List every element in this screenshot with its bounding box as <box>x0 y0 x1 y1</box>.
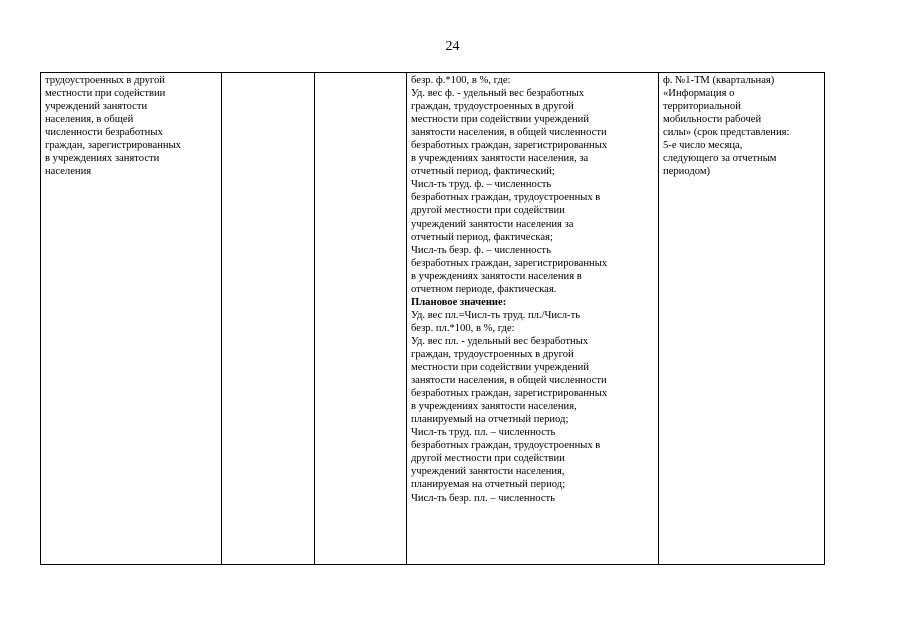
data-source-cell <box>659 73 825 565</box>
text-line: в учреждениях занятости <box>45 153 160 165</box>
text-line: безработных граждан, трудоустроенных в <box>411 440 601 452</box>
text-line: Числ-ть труд. пл. – численность <box>411 427 556 439</box>
text-line: учреждений занятости <box>45 101 148 113</box>
text-line: местности при содействии <box>45 88 166 100</box>
data-source-text <box>663 74 820 178</box>
text-line: в учреждениях занятости населения в <box>411 270 582 282</box>
text-line: безр. ф.*100, в %, где: <box>411 75 511 86</box>
text-line: безработных граждан, зарегистрированных <box>411 257 608 269</box>
text-line: численности безработных <box>45 127 163 139</box>
indicator-name-cell <box>41 73 222 565</box>
text-line: граждан, трудоустроенных в другой <box>411 101 574 113</box>
indicator-table <box>40 72 825 565</box>
text-line: занятости населения, в общей численности <box>411 375 607 387</box>
text-line: безр. пл.*100, в %, где: <box>411 322 515 334</box>
text-line: Числ-ть безр. пл. – численность <box>411 492 555 504</box>
text-line: планируемый на отчетный период; <box>411 414 569 426</box>
text-line: отчетный период, фактический; <box>411 166 555 178</box>
text-line: отчетный период, фактическая; <box>411 231 553 243</box>
indicator-name-text <box>45 74 217 178</box>
text-line: граждан, зарегистрированных <box>45 140 181 152</box>
text-line: в учреждениях занятости населения, <box>411 401 577 413</box>
text-line: безработных граждан, зарегистрированных <box>411 140 608 152</box>
text-line: местности при содействии учреждений <box>411 114 589 126</box>
text-line: населения, в общей <box>45 114 134 126</box>
text-line: местности при содействии учреждений <box>411 362 589 374</box>
text-line: «Информация о <box>663 88 735 100</box>
text-line: периодом) <box>663 166 711 178</box>
text-line: безработных граждан, зарегистрированных <box>411 388 608 400</box>
text-line: Числ-ть безр. ф. – численность <box>411 244 551 256</box>
text-line: Числ-ть труд. ф. – численность <box>411 179 552 191</box>
text-line: Уд. вес пл. - удельный вес безработных <box>411 335 589 347</box>
text-line: Плановое значение: <box>411 296 507 308</box>
text-line: безработных граждан, трудоустроенных в <box>411 192 601 204</box>
text-line: Уд. вес ф. - удельный вес безработных <box>411 88 585 100</box>
text-line: Уд. вес пл.=Числ-ть труд. пл./Числ-ть <box>411 309 581 321</box>
calculation-method-cell <box>407 73 659 565</box>
empty-cell-1 <box>222 73 315 565</box>
empty-cell-2 <box>315 73 407 565</box>
text-line: в учреждениях занятости населения, за <box>411 153 589 165</box>
text-line: силы» (срок представления: <box>663 127 790 139</box>
text-line: другой местности при содействии <box>411 205 565 217</box>
text-line: учреждений занятости населения, <box>411 466 565 478</box>
text-line: мобильности рабочей <box>663 114 762 126</box>
text-line: учреждений занятости населения за <box>411 218 574 230</box>
text-line: занятости населения, в общей численности <box>411 127 607 139</box>
text-line: отчетном периоде, фактическая. <box>411 283 557 295</box>
page-number: 24 <box>445 39 460 54</box>
text-line: территориальной <box>663 101 741 113</box>
calculation-method-text <box>411 74 654 505</box>
text-line: граждан, трудоустроенных в другой <box>411 348 574 360</box>
text-line: трудоустроенных в другой <box>45 75 165 86</box>
text-line: следующего за отчетным <box>663 153 777 165</box>
text-line: населения <box>45 166 92 178</box>
text-line: 5-е число месяца, <box>663 140 743 152</box>
text-line: другой местности при содействии <box>411 453 565 465</box>
text-line: ф. №1-ТМ (квартальная) <box>663 75 775 86</box>
table-row <box>41 73 825 565</box>
text-line: планируемая на отчетный период; <box>411 479 566 491</box>
